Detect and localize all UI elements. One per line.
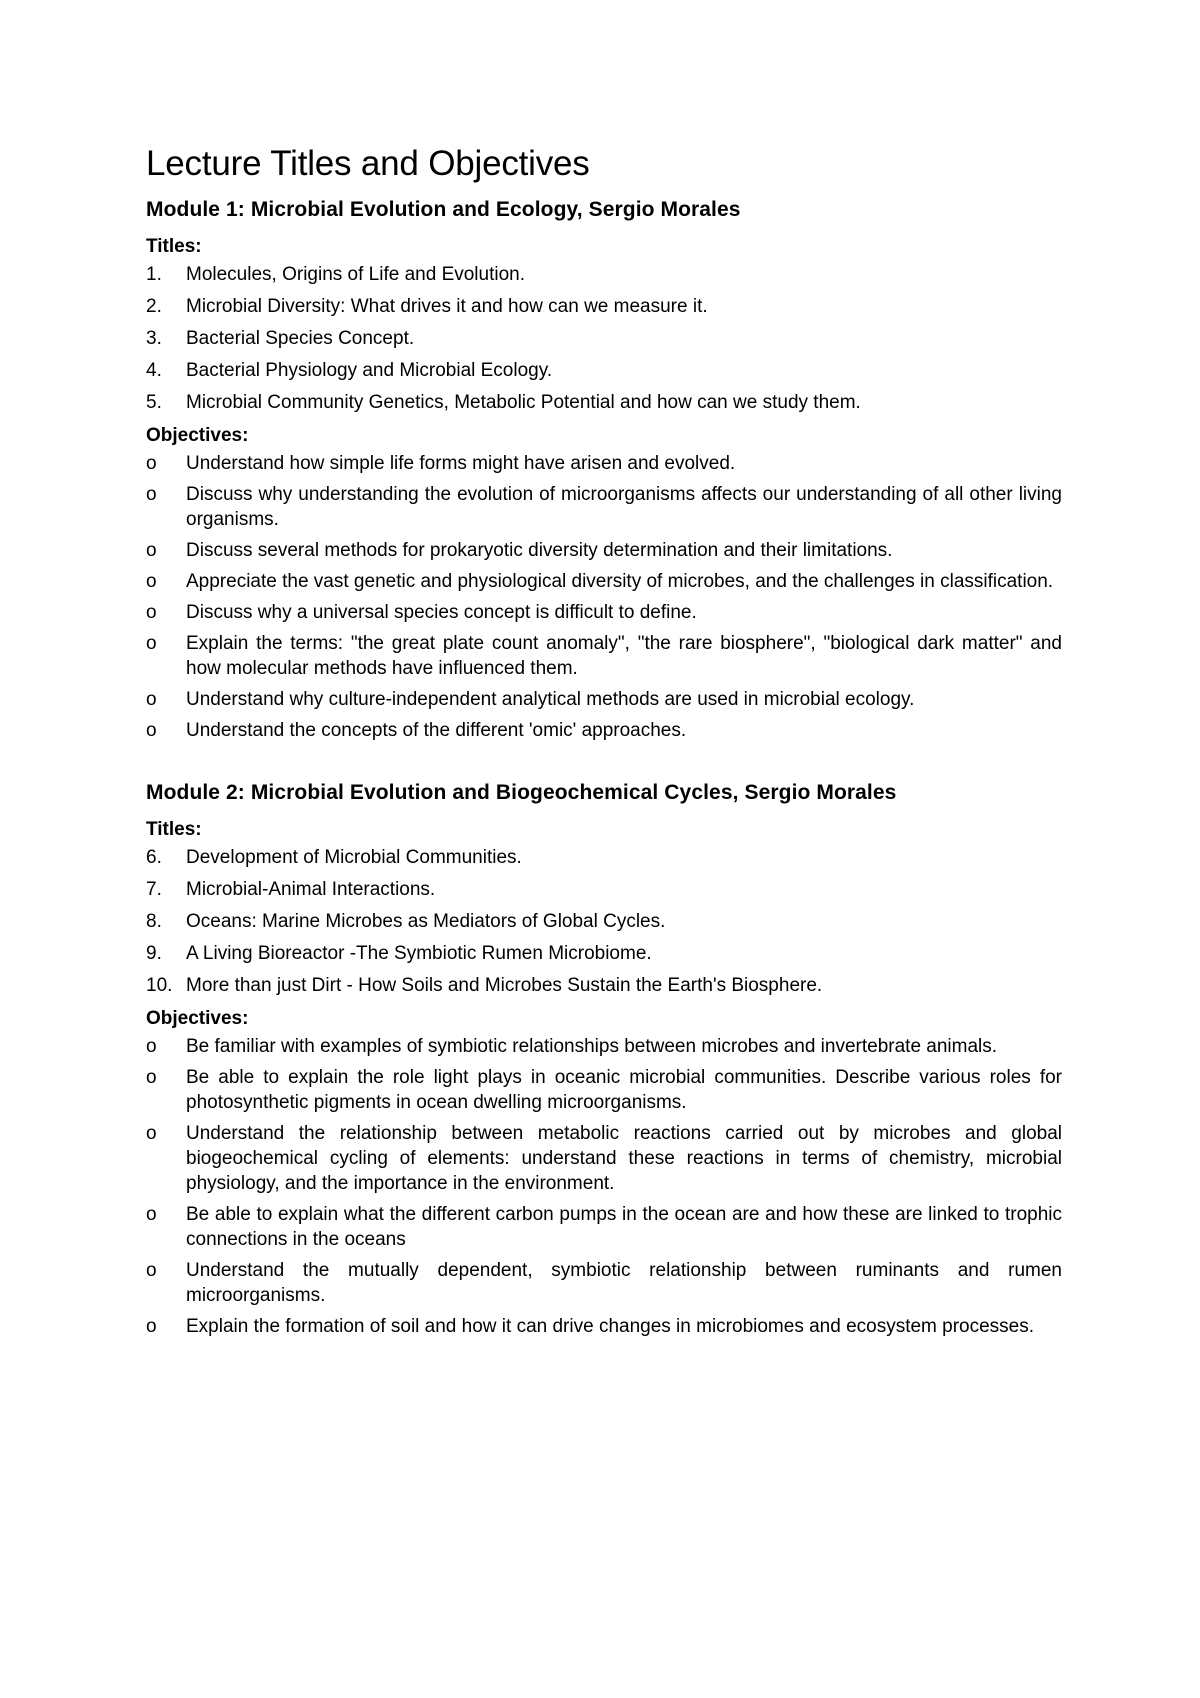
lecture-title-item: [146, 390, 1062, 415]
lecture-title-item: [146, 358, 1062, 383]
list-number: 6.: [146, 847, 162, 868]
list-number: 8.: [146, 911, 162, 932]
list-number: 9.: [146, 943, 162, 964]
objectives-label: Objectives:: [146, 425, 249, 446]
module-section-1: [146, 196, 1062, 743]
bullet-marker: o: [146, 1067, 157, 1088]
objective-text: Understand how simple life forms might have arisen and evolved.: [186, 453, 736, 474]
lecture-title-item: [146, 294, 1062, 319]
objective-item: [146, 538, 1062, 563]
titles-label: Titles:: [146, 236, 202, 257]
module-heading: Module 2: Microbial Evolution and Biogeochemical Cycles, Sergio Morales: [146, 781, 897, 804]
objective-item: [146, 1065, 1062, 1115]
modules-container: [146, 196, 1062, 1339]
lecture-title-item: [146, 877, 1062, 902]
lecture-title-text: Microbial-Animal Interactions.: [186, 879, 436, 900]
bullet-marker: o: [146, 571, 157, 592]
objectives-list: [146, 1034, 1062, 1339]
objective-text: Understand the concepts of the different 'omic' approaches.: [186, 720, 687, 741]
bullet-marker: o: [146, 689, 157, 710]
objective-text: Explain the formation of soil and how it can drive changes in microbiomes and ecosystem processes.: [186, 1316, 1035, 1337]
lecture-title-item: [146, 973, 1062, 998]
lecture-title-text: Molecules, Origins of Life and Evolution.: [186, 264, 526, 285]
lecture-title-text: Bacterial Species Concept.: [186, 328, 415, 349]
bullet-marker: o: [146, 540, 157, 561]
page-title: Lecture Titles and Objectives: [146, 144, 590, 183]
lecture-titles-list: [146, 262, 1062, 415]
bullet-marker: o: [146, 1204, 157, 1225]
bullet-marker: o: [146, 1036, 157, 1057]
objective-text: Discuss why understanding the evolution of microorganisms affects our understanding of all other living organisms.: [186, 484, 1062, 530]
module-section-2: [146, 779, 1062, 1339]
objective-item: [146, 718, 1062, 743]
objective-item: [146, 451, 1062, 476]
objective-item: [146, 1258, 1062, 1308]
bullet-marker: o: [146, 453, 157, 474]
bullet-marker: o: [146, 484, 157, 505]
lecture-titles-list: [146, 845, 1062, 998]
objective-text: Be familiar with examples of symbiotic relationships between microbes and invertebrate animals.: [186, 1036, 998, 1057]
titles-label: Titles:: [146, 819, 202, 840]
objective-item: [146, 631, 1062, 681]
objective-text: Discuss several methods for prokaryotic diversity determination and their limitations.: [186, 540, 893, 561]
objective-item: [146, 600, 1062, 625]
lecture-title-item: [146, 326, 1062, 351]
lecture-title-text: Microbial Community Genetics, Metabolic Potential and how can we study them.: [186, 392, 861, 413]
list-number: 3.: [146, 328, 162, 349]
objective-item: [146, 569, 1062, 594]
objective-text: Understand the mutually dependent, symbiotic relationship between ruminants and rumen microorganisms.: [186, 1260, 1062, 1306]
objective-text: Explain the terms: "the great plate count anomaly", "the rare biosphere", "biological dark matter" and how molecular methods have influenced them.: [186, 633, 1062, 679]
list-number: 7.: [146, 879, 162, 900]
lecture-title-item: [146, 909, 1062, 934]
bullet-marker: o: [146, 1260, 157, 1281]
bullet-marker: o: [146, 602, 157, 623]
lecture-title-item: [146, 262, 1062, 287]
list-number: 2.: [146, 296, 162, 317]
bullet-marker: o: [146, 633, 157, 654]
document-page: [146, 142, 1062, 1345]
lecture-title-item: [146, 941, 1062, 966]
bullet-marker: o: [146, 720, 157, 741]
lecture-title-text: Microbial Diversity: What drives it and how can we measure it.: [186, 296, 708, 317]
objective-text: Understand the relationship between metabolic reactions carried out by microbes and global biogeochemical cycling of elements: understand these reactions in terms of chemistry, microbial physiology, and the importance in the environment.: [186, 1123, 1062, 1194]
lecture-title-text: Development of Microbial Communities.: [186, 847, 522, 868]
objective-item: [146, 1202, 1062, 1252]
lecture-title-text: Oceans: Marine Microbes as Mediators of Global Cycles.: [186, 911, 666, 932]
lecture-title-item: [146, 845, 1062, 870]
objective-item: [146, 1034, 1062, 1059]
list-number: 4.: [146, 360, 162, 381]
objective-text: Understand why culture-independent analytical methods are used in microbial ecology.: [186, 689, 915, 710]
list-number: 5.: [146, 392, 162, 413]
list-number: 1.: [146, 264, 162, 285]
lecture-title-text: A Living Bioreactor -The Symbiotic Rumen Microbiome.: [186, 943, 652, 964]
objective-item: [146, 1121, 1062, 1196]
lecture-title-text: More than just Dirt - How Soils and Microbes Sustain the Earth's Biosphere.: [186, 975, 823, 996]
bullet-marker: o: [146, 1316, 157, 1337]
lecture-title-text: Bacterial Physiology and Microbial Ecology.: [186, 360, 553, 381]
objective-text: Be able to explain what the different carbon pumps in the ocean are and how these are linked to trophic connections in the oceans: [186, 1204, 1062, 1250]
objective-text: Discuss why a universal species concept is difficult to define.: [186, 602, 697, 623]
objective-text: Be able to explain the role light plays in oceanic microbial communities. Describe various roles for photosynthetic pigments in ocean dwelling microorganisms.: [186, 1067, 1062, 1113]
objective-text: Appreciate the vast genetic and physiological diversity of microbes, and the challenges in classification.: [186, 571, 1054, 592]
objectives-label: Objectives:: [146, 1008, 249, 1029]
list-number: 10.: [146, 975, 173, 996]
objectives-list: [146, 451, 1062, 743]
objective-item: [146, 1314, 1062, 1339]
objective-item: [146, 482, 1062, 532]
module-heading: Module 1: Microbial Evolution and Ecology, Sergio Morales: [146, 198, 741, 221]
objective-item: [146, 687, 1062, 712]
bullet-marker: o: [146, 1123, 157, 1144]
